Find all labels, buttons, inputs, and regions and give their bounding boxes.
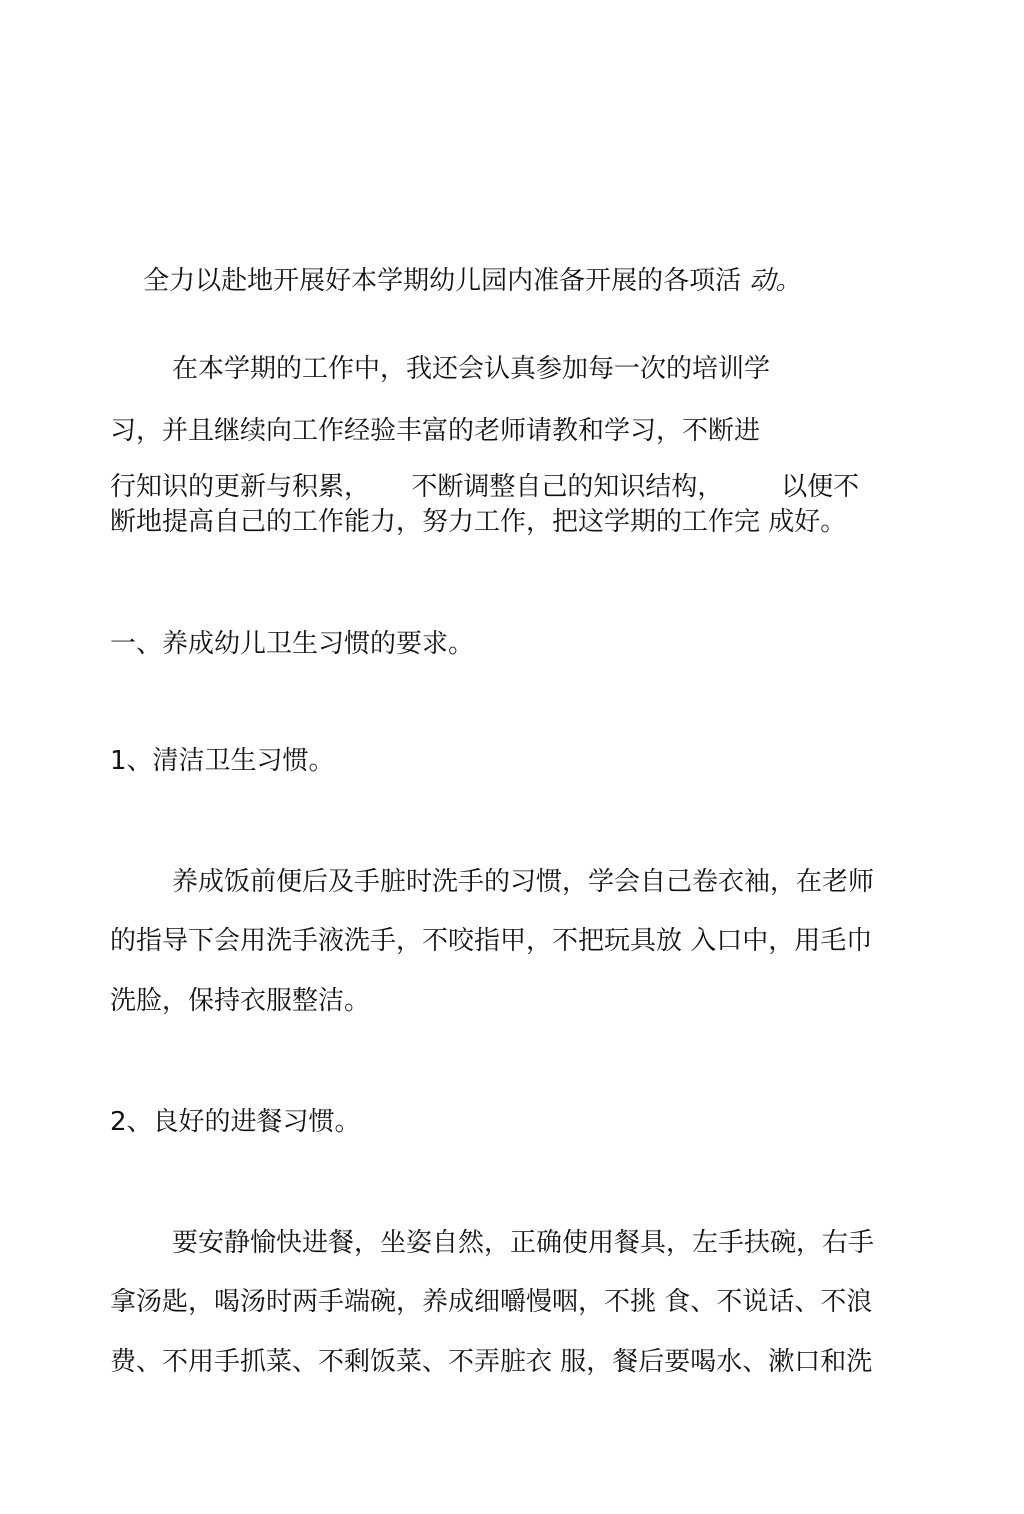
subsection-heading: 2、良好的进餐习惯。 (110, 1107, 361, 1137)
line-tail: 动。 (749, 266, 802, 296)
paragraph-line: 要安静愉快进餐，坐姿自然，正确使用餐具，左手扶碗，右手 (172, 1228, 875, 1258)
paragraph-line: 的指导下会用洗手液洗手，不咬指甲，不把玩具放 入口中，用毛巾 (110, 926, 873, 956)
paragraph-line: 费、不用手抓菜、不剩饭菜、不弄脏衣 服，餐后要喝水、漱口和洗 (110, 1347, 873, 1377)
paragraph-line: 在本学期的工作中，我还会认真参加每一次的培训学 (172, 354, 771, 384)
paragraph-line: 行知识的更新与积累， 不断调整自己的知识结构， 以便不 (110, 472, 860, 502)
paragraph-line: 拿汤匙，喝汤时两手端碗，养成细嚼慢咽，不挑 食、不说话、不浪 (110, 1287, 873, 1317)
line-text: 全力以赴地开展好本学期幼儿园内准备开展的各项活 (143, 266, 750, 296)
section-heading: 一、养成幼儿卫生习惯的要求。 (110, 629, 475, 659)
paragraph-line (110, 230, 801, 332)
paragraph-line: 洗脸，保持衣服整洁。 (110, 986, 371, 1016)
paragraph-line: 断地提高自己的工作能力，努力工作，把这学期的工作完 成好。 (110, 507, 847, 537)
paragraph-line: 习，并且继续向工作经验丰富的老师请教和学习，不断进 (110, 416, 761, 446)
subsection-heading: 1、清洁卫生习惯。 (110, 746, 335, 776)
paragraph-line: 养成饭前便后及手脏时洗手的习惯，学会自己卷衣袖，在老师 (172, 867, 875, 897)
